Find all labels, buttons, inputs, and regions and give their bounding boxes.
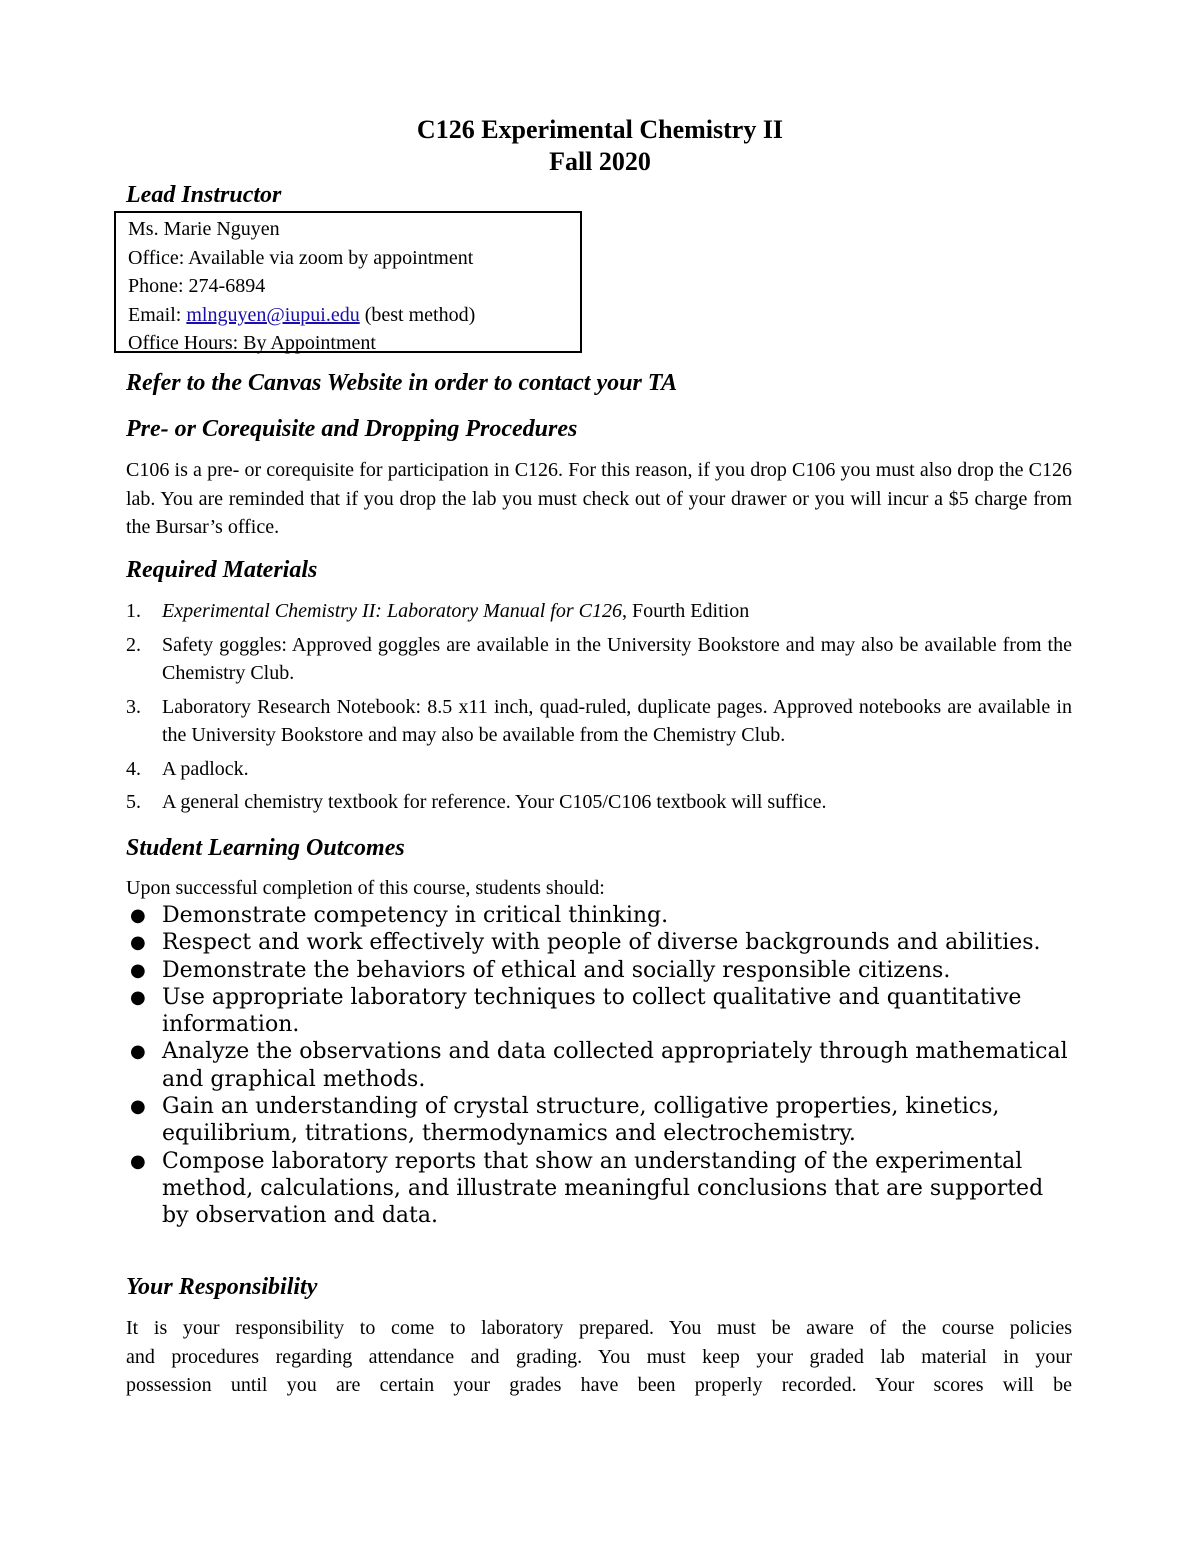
bullet-icon: ● xyxy=(130,1096,146,1118)
bullet-icon: ● xyxy=(130,986,146,1008)
list-item xyxy=(130,984,1070,1039)
outcome-text: Analyze the observations and data collected appropriately through mathematical and graphical methods. xyxy=(162,1039,1068,1092)
item-number: 5. xyxy=(126,791,141,813)
canvas-note: Refer to the Canvas Website in order to contact your TA xyxy=(126,370,678,396)
item-number: 2. xyxy=(126,633,141,656)
list-item xyxy=(130,929,1070,956)
outcome-text: Use appropriate laboratory techniques to collect qualitative and quantitative information. xyxy=(162,984,1022,1038)
item-text: , Fourth Edition xyxy=(621,600,750,622)
manual-title: Experimental Chemistry II: Laboratory Manual for C126 xyxy=(162,600,622,622)
responsibility-text xyxy=(126,1314,1072,1400)
instructor-heading: Lead Instructor xyxy=(126,182,282,208)
list-item xyxy=(126,693,1072,750)
bullet-icon: ● xyxy=(130,932,146,954)
materials-list xyxy=(126,597,1072,817)
bullet-icon: ● xyxy=(130,1150,146,1172)
outcome-text: Demonstrate the behaviors of ethical and socially responsible citizens. xyxy=(162,957,951,983)
prereq-text: C106 is a pre- or corequisite for participation in C126. For this reason, if you drop C106 you must also drop the C126 lab. You are reminded that if you drop the lab you must check out of your drawer or you will incur a $5 charge from the Bursar’s office. xyxy=(126,459,1072,538)
bullet-icon: ● xyxy=(130,905,146,926)
instructor-name: Ms. Marie Nguyen xyxy=(128,218,280,240)
item-text: A padlock. xyxy=(162,757,249,780)
outcome-text: Gain an understanding of crystal structure, colligative properties, kinetics, equilibrium, titrations, thermodynamics and electrochemistry. xyxy=(162,1094,1000,1147)
item-number: 4. xyxy=(126,757,141,780)
instructor-office-hours: Office Hours: By Appointment xyxy=(128,332,376,355)
course-term: Fall 2020 xyxy=(549,147,651,176)
instructor-email-line xyxy=(128,301,580,330)
bullet-icon: ● xyxy=(130,959,146,981)
instructor-phone: Phone: 274-6894 xyxy=(128,275,266,298)
item-text: Laboratory Research Notebook: 8.5 x11 inch, quad-ruled, duplicate pages. Approved notebooks are available in the University Bookstore and may also be available from the Chemistry Club. xyxy=(162,695,1072,746)
list-item xyxy=(130,1093,1070,1148)
item-text: A general chemistry textbook for reference. Your C105/C106 textbook will suffice. xyxy=(162,791,827,813)
instructor-contact-box xyxy=(114,211,582,353)
list-item xyxy=(130,902,1070,929)
responsibility-line: It is your responsibility to come to laboratory prepared. You must be aware of the course policies xyxy=(126,1317,1072,1339)
prereq-heading: Pre- or Corequisite and Dropping Procedures xyxy=(126,416,578,442)
instructor-office: Office: Available via zoom by appointment xyxy=(128,246,474,269)
item-number: 3. xyxy=(126,695,141,718)
responsibility-line: and procedures regarding attendance and grading. You must keep your graded lab material in your xyxy=(126,1345,1072,1368)
list-item xyxy=(130,1148,1070,1230)
outcomes-intro: Upon successful completion of this course, students should: xyxy=(126,877,605,899)
materials-heading: Required Materials xyxy=(126,557,318,583)
item-text: Safety goggles: Approved goggles are available in the University Bookstore and may also be available from the Chemistry Club. xyxy=(162,633,1072,684)
course-title: C126 Experimental Chemistry II xyxy=(416,115,784,144)
responsibility-line: possession until you are certain your grades have been properly recorded. Your scores will be xyxy=(126,1374,1072,1396)
outcome-text: Compose laboratory reports that show an understanding of the experimental method, calculations, and illustrate meaningful conclusions that are supported by observation and data. xyxy=(162,1148,1044,1229)
outcome-text: Demonstrate competency in critical thinking. xyxy=(162,903,669,928)
email-link[interactable]: mlnguyen@iupui.edu xyxy=(186,303,360,326)
outcome-text: Respect and work effectively with people of diverse backgrounds and abilities. xyxy=(162,930,1041,956)
list-item xyxy=(126,755,1072,784)
list-item xyxy=(130,1038,1070,1093)
responsibility-heading: Your Responsibility xyxy=(126,1274,318,1300)
list-item xyxy=(126,597,1072,626)
item-number: 1. xyxy=(126,600,141,622)
list-item xyxy=(130,957,1070,984)
list-item xyxy=(126,788,1072,817)
email-label: Email: xyxy=(128,303,187,326)
outcomes-heading: Student Learning Outcomes xyxy=(126,835,405,861)
email-note: (best method) xyxy=(359,303,476,326)
list-item xyxy=(126,631,1072,688)
bullet-icon: ● xyxy=(130,1041,146,1063)
outcomes-list xyxy=(130,902,1070,1230)
